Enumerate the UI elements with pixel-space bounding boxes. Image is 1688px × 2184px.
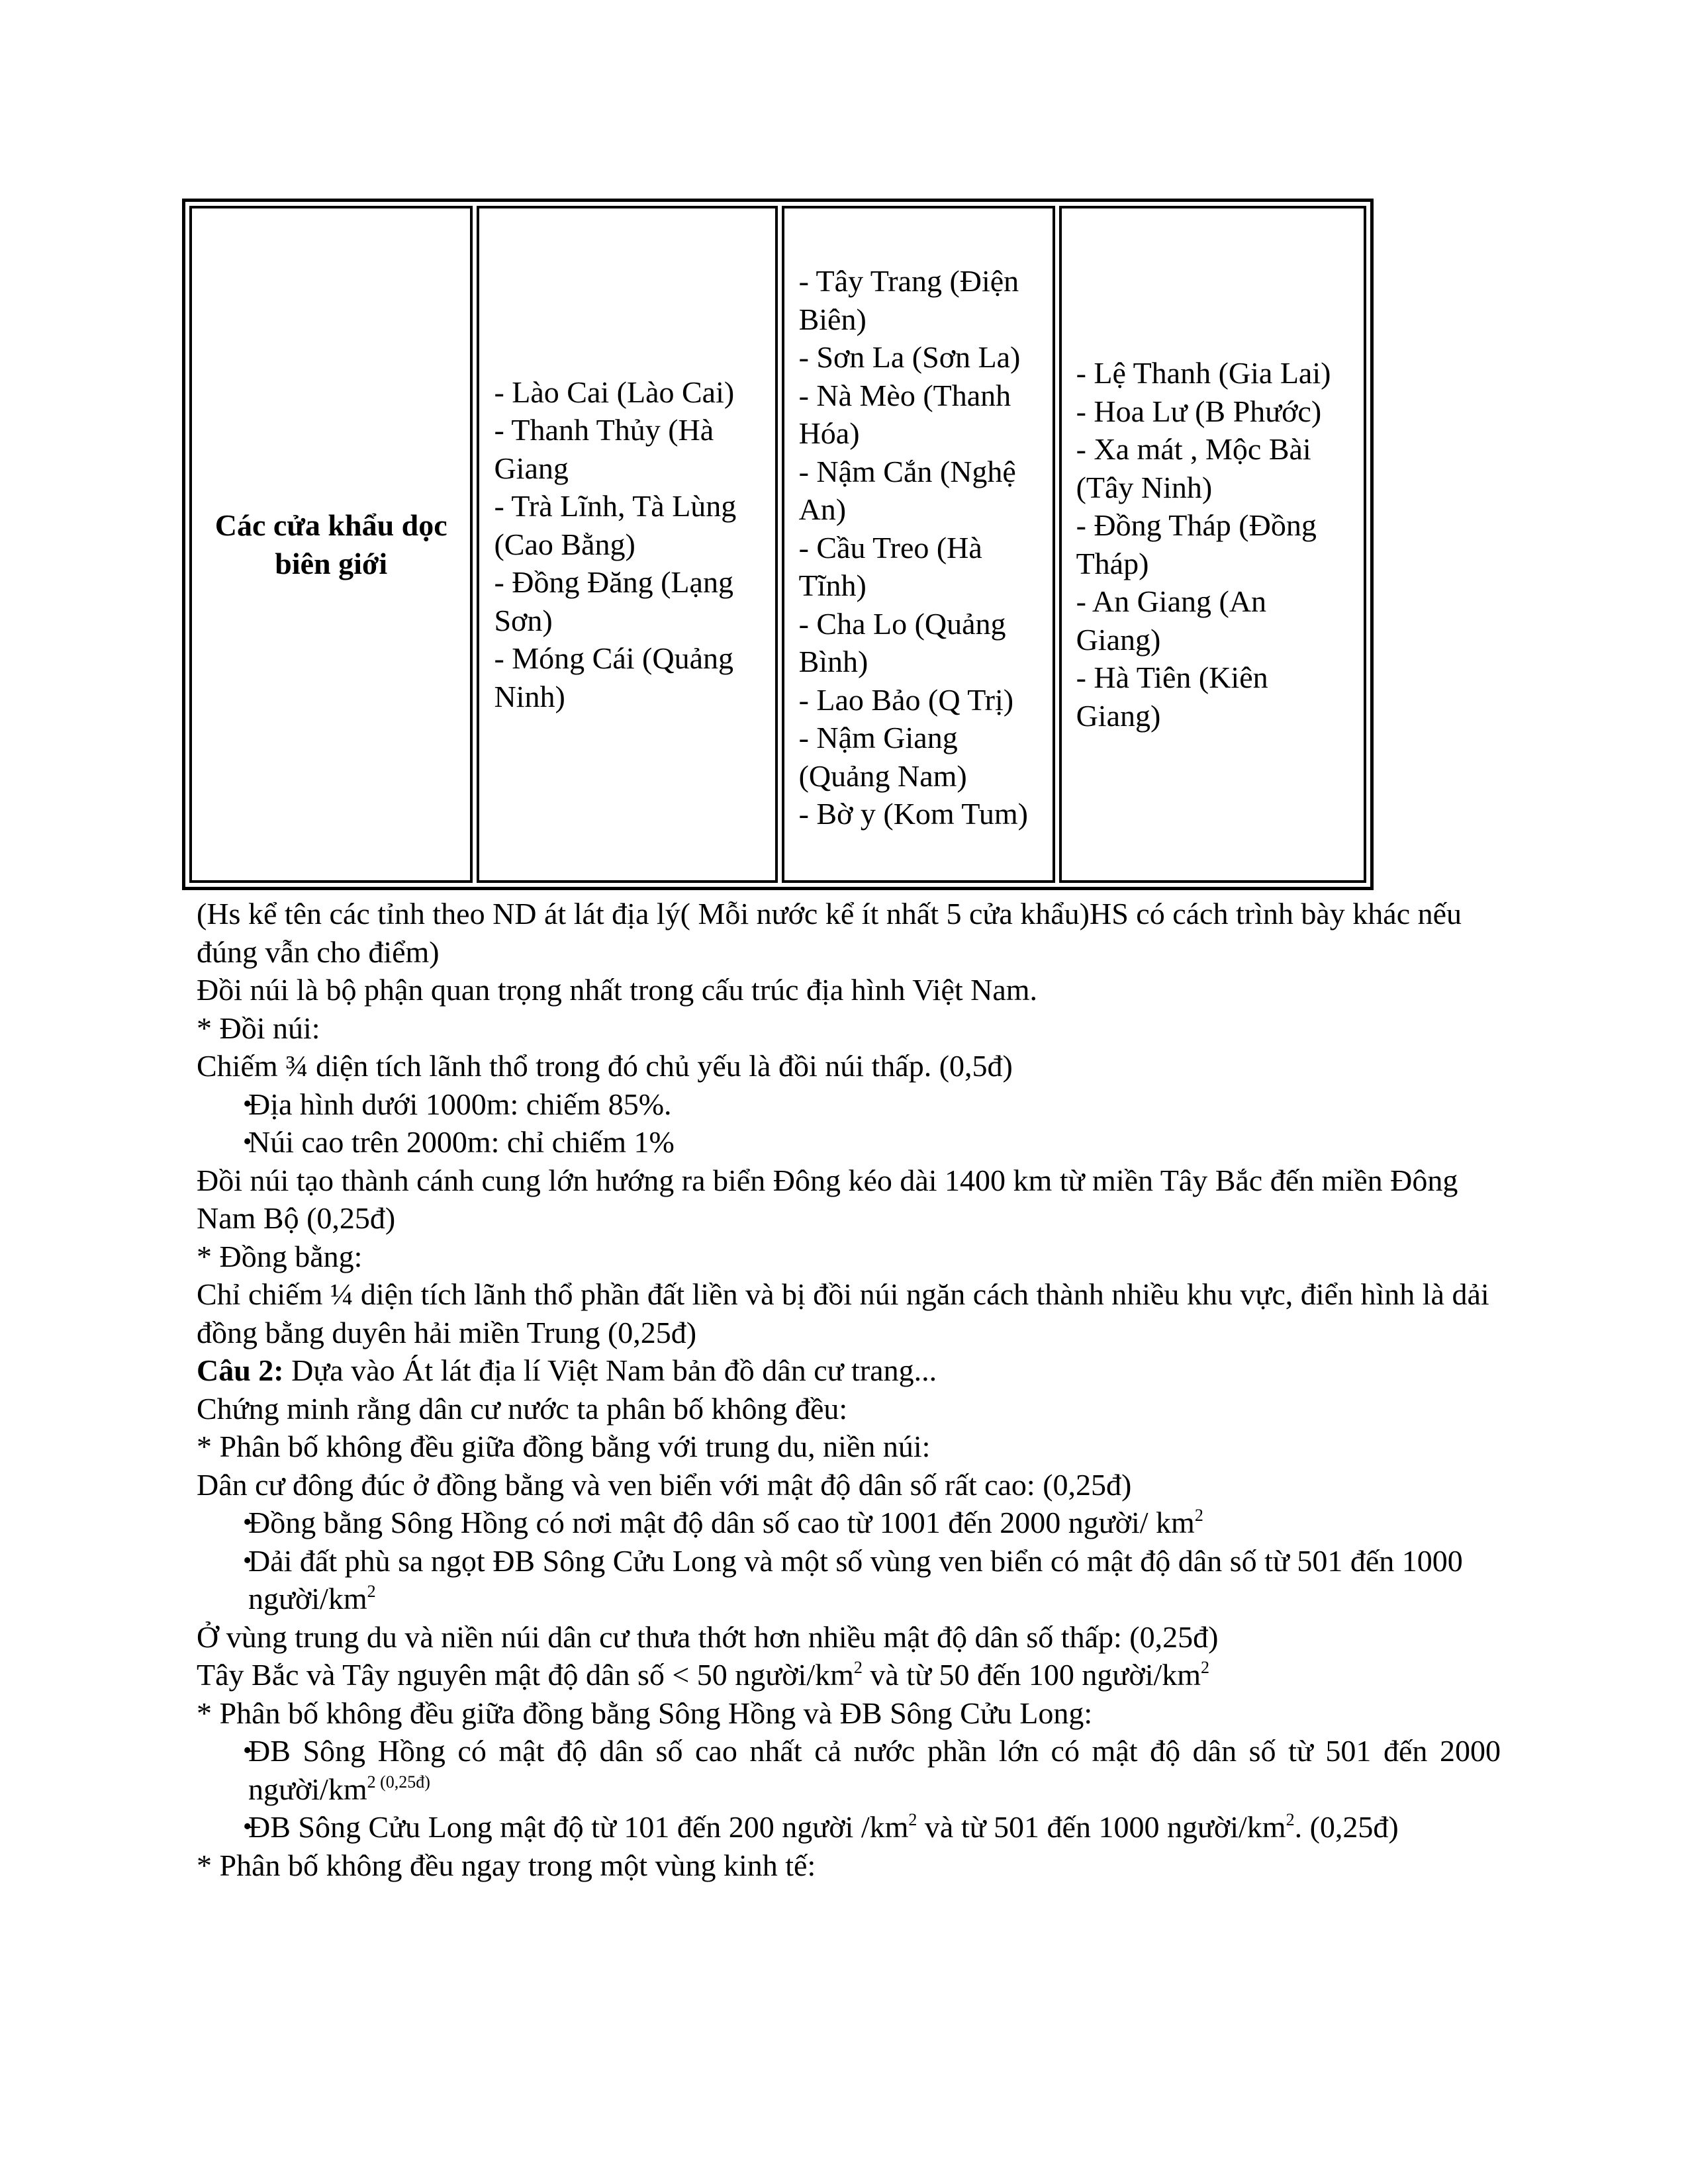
list-item: - Cầu Treo (Hà Tĩnh) — [798, 530, 990, 603]
list-item: - Nà Mèo (Thanh Hóa) — [798, 378, 1019, 451]
list-item — [197, 1542, 1501, 1618]
superscript: 2 — [1194, 1506, 1203, 1525]
bullet-text: ĐB Sông Cửu Long mật độ từ 101 đến 200 người /km — [248, 1810, 909, 1844]
bullet-list — [197, 1732, 1501, 1846]
table-label: Các cửa khẩu dọc biên giới — [214, 508, 447, 580]
cambodia-gates-cell — [1059, 206, 1366, 883]
list-item: - Lệ Thanh (Gia Lai) — [1076, 356, 1331, 390]
list-item: - Đồng Tháp (Đồng Tháp) — [1076, 508, 1324, 580]
superscript: 2 (0,25đ) — [367, 1772, 430, 1792]
paragraph: Đồi núi tạo thành cánh cung lớn hướng ra biển Đông kéo dài 1400 km từ miền Tây Bắc đến miền Đông Nam Bộ (0,25đ) — [197, 1163, 1458, 1235]
list-item: - Hoa Lư (B Phước) — [1076, 394, 1322, 428]
bullet-list — [197, 1504, 1501, 1618]
section-heading: * Phân bố không đều giữa đồng bằng Sông Hồng và ĐB Sông Cửu Long: — [197, 1696, 1093, 1730]
list-item: - Nậm Cắn (Nghệ An) — [798, 454, 1022, 527]
bullet-list — [197, 1085, 1501, 1161]
list-item — [197, 1732, 1501, 1808]
list-item: - Thanh Thủy (Hà Giang — [494, 413, 722, 485]
list-item: - Cha Lo (Quảng Bình) — [798, 606, 1014, 679]
list-item: - Lao Bảo (Q Trị) — [798, 682, 1014, 717]
china-gates-cell — [477, 206, 777, 883]
border-gates-table — [182, 199, 1374, 890]
bullet-text: Dải đất phù sa ngọt ĐB Sông Cửu Long và một số vùng ven biển có mật độ dân số từ 501 đến 1000 người/km — [248, 1543, 1463, 1615]
bullet-text: ĐB Sông Hồng có mật độ dân số cao nhất cả nước phần lớn có mật độ dân số từ 501 đến 2000 người/km — [248, 1734, 1501, 1806]
grading-note: (Hs kể tên các tỉnh theo ND át lát địa lý( Mỗi nước kể ít nhất 5 cửa khẩu)HS có cách trình bày khác nếu đúng vẫn cho điểm) — [197, 897, 1462, 969]
paragraph: Chỉ chiếm ¼ diện tích lãnh thổ phần đất liền và bị đồi núi ngăn cách thành nhiều khu vực, điển hình là dải đồng bằng duyên hải miền Trung (0,25đ) — [197, 1277, 1489, 1349]
bullet-text: Đồng bằng Sông Hồng có nơi mật độ dân số cao từ 1001 đến 2000 người/ km — [248, 1506, 1195, 1539]
list-item: - Bờ y (Kom Tum) — [798, 797, 1028, 831]
section-heading: * Đồi núi: — [197, 1011, 320, 1045]
list-item — [197, 1808, 1501, 1846]
paragraph: Chiếm ¾ diện tích lãnh thổ trong đó chủ yếu là đồi núi thấp. (0,5đ) — [197, 1049, 1013, 1083]
superscript: 2 — [367, 1582, 376, 1601]
superscript: 2 — [1201, 1658, 1210, 1677]
bullet-text: Địa hình dưới 1000m: chiếm 85%. — [248, 1087, 672, 1121]
text-run: Tây Bắc và Tây nguyên mật độ dân số < 50 người/km — [197, 1658, 854, 1692]
paragraph: Chứng minh rằng dân cư nước ta phân bố không đều: — [197, 1391, 848, 1426]
superscript: 2 — [853, 1658, 863, 1677]
list-item: - Trà Lĩnh, Tà Lùng (Cao Bằng) — [494, 489, 744, 561]
bullet-text: và từ 501 đến 1000 người/km — [917, 1810, 1286, 1844]
list-item: - Nậm Giang (Quảng Nam) — [798, 721, 967, 793]
list-item — [197, 1123, 1501, 1161]
table-row — [189, 206, 1366, 883]
list-item — [197, 1085, 1501, 1124]
laos-gates-cell — [782, 206, 1055, 883]
table-label-cell — [189, 206, 473, 883]
bullet-text: . (0,25đ) — [1294, 1810, 1399, 1844]
list-item: - Hà Tiên (Kiên Giang) — [1076, 660, 1276, 733]
paragraph: Dân cư đông đúc ở đồng bằng và ven biển với mật độ dân số rất cao: (0,25đ) — [197, 1467, 1132, 1502]
text-run: và từ 50 đến 100 người/km — [862, 1658, 1201, 1692]
list-item: - Sơn La (Sơn La) — [798, 340, 1021, 375]
paragraph: Đồi núi là bộ phận quan trọng nhất trong cấu trúc địa hình Việt Nam. — [197, 973, 1038, 1007]
question-text: Dựa vào Át lát địa lí Việt Nam bản đồ dân cư trang... — [283, 1353, 937, 1387]
list-item: - An Giang (An Giang) — [1076, 584, 1274, 657]
section-heading: * Phân bố không đều giữa đồng bằng với trung du, niền núi: — [197, 1430, 931, 1463]
paragraph — [197, 1656, 1501, 1694]
question-label: Câu 2: — [197, 1353, 284, 1387]
list-item — [197, 1504, 1501, 1542]
bullet-text: Núi cao trên 2000m: chỉ chiếm 1% — [248, 1125, 675, 1159]
list-item: - Xa mát , Mộc Bài (Tây Ninh) — [1076, 432, 1319, 504]
question-heading — [197, 1351, 1501, 1390]
superscript: 2 — [1286, 1810, 1295, 1829]
list-item: - Tây Trang (Điện Biên) — [798, 264, 1027, 336]
list-item: - Đồng Đăng (Lạng Sơn) — [494, 565, 741, 637]
superscript: 2 — [908, 1810, 917, 1829]
section-heading: * Đồng bằng: — [197, 1239, 363, 1273]
paragraph: Ở vùng trung du và niền núi dân cư thưa thớt hơn nhiều mật độ dân số thấp: (0,25đ) — [197, 1619, 1219, 1654]
section-heading: * Phân bố không đều ngay trong một vùng kinh tế: — [197, 1848, 816, 1882]
list-item: - Lào Cai (Lào Cai) — [494, 375, 735, 409]
answer-body — [197, 895, 1501, 1884]
list-item: - Móng Cái (Quảng Ninh) — [494, 641, 741, 713]
